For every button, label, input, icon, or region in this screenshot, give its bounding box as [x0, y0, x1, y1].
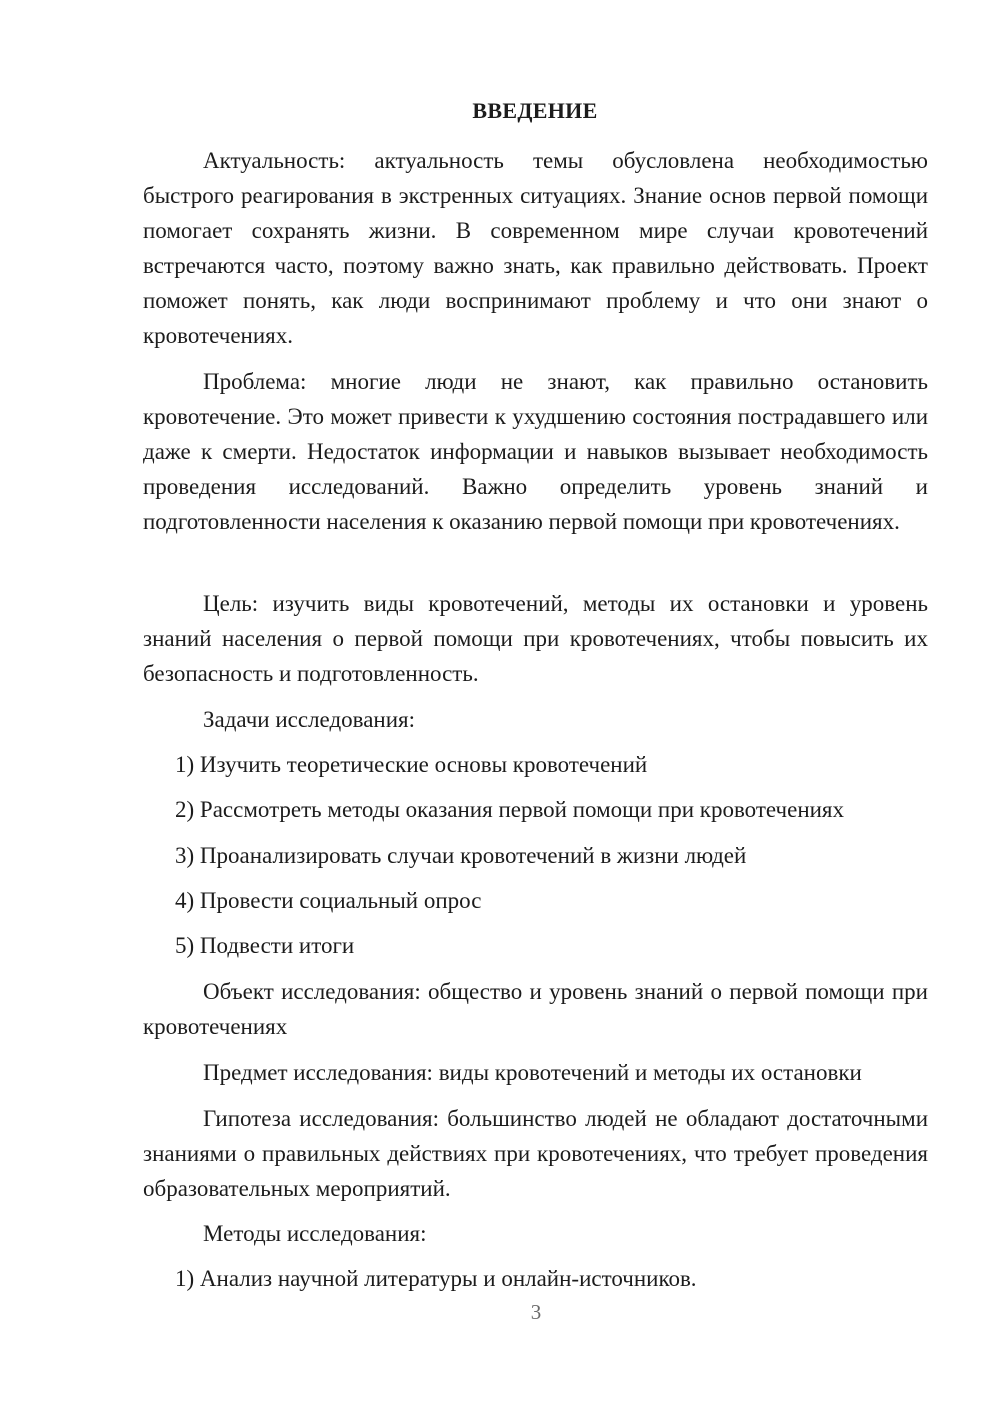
object-paragraph: Объект исследования: общество и уровень знаний о первой помощи при кровотечениях [143, 979, 928, 1039]
relevance-paragraph: Актуальность: актуальность темы обусловлена необходимостью быстрого реагирования в экстренных ситуациях. Знание основ первой помощи помогает сохранять жизни. В современном мире случаи кровотечений встречаются часто, поэтому важно знать, как правильно действовать. Проект поможет понять, как люди воспринимают проблему и что они знают о кровотечениях. [143, 148, 928, 348]
page-title: ВВЕДЕНИЕ [472, 98, 598, 123]
subject-paragraph: Предмет исследования: виды кровотечений и методы их остановки [203, 1060, 862, 1085]
problem-paragraph: Проблема: многие люди не знают, как правильно остановить кровотечение. Это может привести к ухудшению состояния пострадавшего или даже к смерти. Недостаток информации и навыков вызывает необходимость проведения исследований. Важно определить уровень знаний и подготовленности населения к оказанию первой помощи при кровотечениях. [143, 369, 928, 534]
hypothesis-paragraph: Гипотеза исследования: большинство людей не обладают достаточными знаниями о правильных действиях при кровотечениях, что требует проведения образовательных мероприятий. [143, 1106, 928, 1201]
methods-heading: Методы исследования: [203, 1221, 427, 1246]
task-item-3: 3) Проанализировать случаи кровотечений в жизни людей [175, 843, 747, 868]
tasks-heading: Задачи исследования: [203, 707, 416, 732]
task-item-1: 1) Изучить теоретические основы кровотечений [175, 752, 648, 777]
goal-paragraph: Цель: изучить виды кровотечений, методы их остановки и уровень знаний населения о первой помощи при кровотечениях, чтобы повысить их безопасность и подготовленность. [143, 591, 928, 686]
method-item-1: 1) Анализ научной литературы и онлайн-источников. [175, 1266, 697, 1291]
page-number: 3 [530, 1300, 542, 1324]
task-item-4: 4) Провести социальный опрос [175, 888, 482, 913]
task-item-5: 5) Подвести итоги [175, 933, 355, 958]
task-item-2: 2) Рассмотреть методы оказания первой помощи при кровотечениях [175, 797, 845, 822]
